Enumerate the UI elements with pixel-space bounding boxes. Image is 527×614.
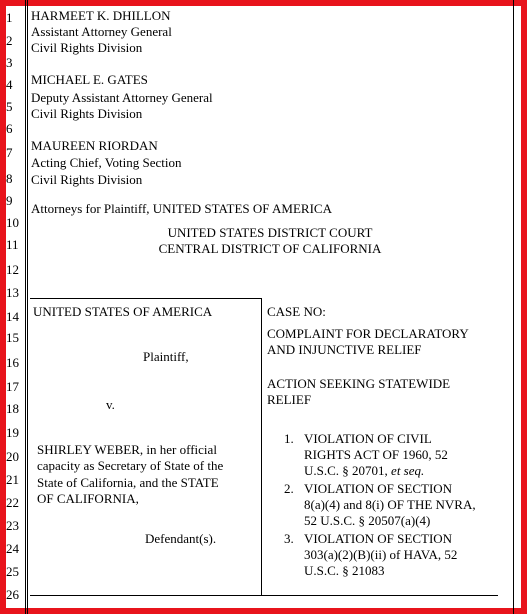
counsel-division: Civil Rights Division — [31, 106, 143, 121]
line-number: 18 — [6, 401, 19, 416]
defendant-line: State of California, and the STATE — [37, 475, 219, 490]
action-title: ACTION SEEKING STATEWIDE — [267, 376, 451, 391]
line-number: 20 — [6, 449, 19, 464]
line-number: 9 — [6, 193, 13, 208]
line-number: 19 — [6, 425, 19, 440]
violation-line: RIGHTS ACT OF 1960, 52 — [304, 447, 448, 462]
court-district: CENTRAL DISTRICT OF CALIFORNIA — [158, 241, 382, 256]
line-number: 14 — [6, 309, 19, 324]
violation-number: 1. — [284, 431, 294, 446]
violation-line: VIOLATION OF CIVIL — [304, 431, 432, 446]
line-number: 23 — [6, 518, 19, 533]
line-number: 22 — [6, 495, 19, 510]
violation-line: 303(a)(2)(B)(ii) of HAVA, 52 — [304, 547, 458, 562]
counsel-division: Civil Rights Division — [31, 40, 143, 55]
violation-line: 8(a)(4) and 8(i) OF THE NVRA, — [304, 497, 476, 512]
line-number: 10 — [6, 215, 19, 230]
attorneys-for-line: Attorneys for Plaintiff, UNITED STATES OF AMERICA — [31, 201, 332, 216]
line-number: 4 — [6, 77, 13, 92]
complaint-title: AND INJUNCTIVE RELIEF — [267, 342, 422, 357]
violation-line: VIOLATION OF SECTION — [304, 481, 453, 496]
violation-line: 52 U.S.C. § 20507(a)(4) — [304, 513, 431, 528]
pleading-rule-right — [513, 0, 514, 614]
line-number: 21 — [6, 472, 19, 487]
defendant-line: SHIRLEY WEBER, in her official — [37, 442, 217, 457]
line-number: 5 — [6, 99, 13, 114]
pleading-rule-left — [25, 0, 26, 614]
caption-divider — [261, 298, 262, 595]
plaintiff-label: Plaintiff, — [143, 349, 189, 364]
complaint-title: COMPLAINT FOR DECLARATORY — [267, 326, 469, 341]
line-number: 2 — [6, 33, 13, 48]
violation-citation: U.S.C. § 20701, — [304, 463, 392, 478]
violation-line: VIOLATION OF SECTION — [304, 531, 453, 546]
line-number: 16 — [6, 355, 19, 370]
counsel-title: Deputy Assistant Attorney General — [31, 90, 213, 105]
line-number: 25 — [6, 564, 19, 579]
counsel-title: Assistant Attorney General — [31, 24, 172, 39]
violation-number: 3. — [284, 531, 294, 546]
line-number: 17 — [6, 379, 19, 394]
counsel-division: Civil Rights Division — [31, 172, 143, 187]
caption-bottom-rule — [30, 595, 498, 596]
versus: v. — [106, 397, 115, 412]
line-number: 1 — [6, 10, 13, 25]
line-number: 15 — [6, 330, 19, 345]
line-number: 7 — [6, 145, 13, 160]
line-number: 26 — [6, 587, 19, 602]
plaintiff-name: UNITED STATES OF AMERICA — [33, 304, 213, 319]
counsel-name: HARMEET K. DHILLON — [31, 8, 171, 23]
case-number: CASE NO: — [267, 304, 326, 319]
defendant-line: capacity as Secretary of State of the — [37, 458, 224, 473]
defendant-label: Defendant(s). — [145, 531, 217, 546]
line-number: 24 — [6, 541, 19, 556]
violation-line — [304, 463, 424, 479]
counsel-name: MAUREEN RIORDAN — [31, 138, 158, 153]
line-number: 12 — [6, 262, 19, 277]
court-name: UNITED STATES DISTRICT COURT — [167, 225, 373, 240]
line-number: 8 — [6, 171, 13, 186]
counsel-title: Acting Chief, Voting Section — [31, 155, 182, 170]
defendant-line: OF CALIFORNIA, — [37, 491, 139, 506]
line-number: 3 — [6, 55, 13, 70]
pleading-rule-left-inner — [27, 0, 28, 614]
violation-citation-italic: et seq. — [391, 463, 425, 478]
counsel-name: MICHAEL E. GATES — [31, 72, 148, 87]
line-number: 11 — [6, 237, 19, 252]
line-number: 13 — [6, 285, 19, 300]
line-number: 6 — [6, 121, 13, 136]
violation-number: 2. — [284, 481, 294, 496]
action-title: RELIEF — [267, 392, 312, 407]
caption-top-rule — [30, 298, 261, 299]
violation-line: U.S.C. § 21083 — [304, 563, 385, 578]
